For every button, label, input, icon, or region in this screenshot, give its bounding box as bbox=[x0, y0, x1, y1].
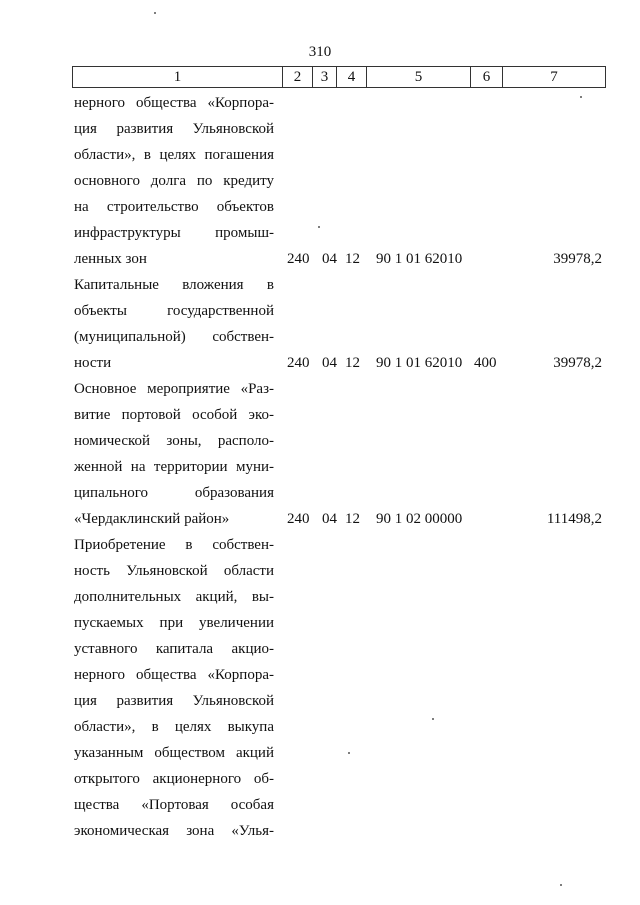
text-line: нерного общества «Корпора- bbox=[74, 95, 274, 111]
scan-speck bbox=[318, 226, 320, 228]
row-3-grbs: 240 bbox=[287, 511, 310, 527]
table-header bbox=[72, 66, 606, 88]
text-line: указанным обществом акций bbox=[74, 745, 274, 761]
text-line: Приобретение в собствен- bbox=[74, 537, 274, 553]
text-line: дополнительных акций, вы- bbox=[74, 589, 274, 605]
text-line: пускаемых при увеличении bbox=[74, 615, 274, 631]
row-4-description bbox=[74, 532, 274, 844]
text-line: экономическая зона «Улья- bbox=[74, 823, 274, 839]
row-1-csr: 90 1 01 62010 bbox=[376, 251, 463, 267]
row-3-pr: 12 bbox=[345, 511, 360, 527]
row-2-amount: 39978,2 bbox=[553, 355, 602, 371]
text-line: области», в целях выкупа bbox=[74, 719, 274, 735]
text-line: ципального образования bbox=[74, 485, 274, 501]
text-line: инфраструктуры промыш- bbox=[74, 225, 274, 241]
text-line: ция развития Ульяновской bbox=[74, 693, 274, 709]
row-2-csr: 90 1 01 62010 bbox=[376, 355, 463, 371]
text-line: открытого акционерного об- bbox=[74, 771, 274, 787]
row-1-amount: 39978,2 bbox=[553, 251, 602, 267]
text-line: уставного капитала акцио- bbox=[74, 641, 274, 657]
text-line: «Чердаклинский район» bbox=[74, 511, 230, 527]
header-col-6: 6 bbox=[471, 67, 503, 87]
text-line: (муниципальной) собствен- bbox=[74, 329, 274, 345]
row-1-rz: 04 bbox=[322, 251, 337, 267]
text-line: щества «Портовая особая bbox=[74, 797, 274, 813]
row-1-grbs: 240 bbox=[287, 251, 310, 267]
text-line: Капитальные вложения в bbox=[74, 277, 274, 293]
text-line: ция развития Ульяновской bbox=[74, 121, 274, 137]
text-line: ности bbox=[74, 355, 112, 371]
page-number: 310 bbox=[308, 44, 332, 60]
text-line: на строительство объектов bbox=[74, 199, 274, 215]
scan-speck bbox=[560, 884, 562, 886]
row-3-description bbox=[74, 376, 274, 532]
scan-speck bbox=[580, 96, 582, 98]
row-2-description bbox=[74, 272, 274, 376]
header-col-5: 5 bbox=[367, 67, 471, 87]
text-line: ность Ульяновской области bbox=[74, 563, 274, 579]
text-line: объекты государственной bbox=[74, 303, 274, 319]
row-1-description bbox=[74, 90, 274, 272]
text-line: номической зоны, располо- bbox=[74, 433, 274, 449]
row-2-rz: 04 bbox=[322, 355, 337, 371]
row-2-grbs: 240 bbox=[287, 355, 310, 371]
header-col-2: 2 bbox=[283, 67, 313, 87]
text-line: женной на территории муни- bbox=[74, 459, 274, 475]
scan-speck bbox=[432, 718, 434, 720]
row-3-rz: 04 bbox=[322, 511, 337, 527]
header-col-1: 1 bbox=[73, 67, 283, 87]
text-line: основного долга по кредиту bbox=[74, 173, 274, 189]
scan-speck bbox=[154, 12, 156, 14]
header-col-4: 4 bbox=[337, 67, 367, 87]
header-col-7: 7 bbox=[550, 69, 558, 85]
row-3-amount: 111498,2 bbox=[546, 511, 602, 527]
text-line: ленных зон bbox=[74, 251, 147, 267]
row-2-vr: 400 bbox=[474, 355, 497, 371]
header-col-3: 3 bbox=[313, 67, 337, 87]
scan-speck bbox=[348, 752, 350, 754]
row-2-pr: 12 bbox=[345, 355, 360, 371]
text-line: Основное мероприятие «Раз- bbox=[74, 381, 274, 397]
text-line: области», в целях погашения bbox=[74, 147, 274, 163]
text-line: нерного общества «Корпора- bbox=[74, 667, 274, 683]
text-line: витие портовой особой эко- bbox=[74, 407, 274, 423]
row-1-pr: 12 bbox=[345, 251, 360, 267]
row-3-csr: 90 1 02 00000 bbox=[376, 511, 463, 527]
